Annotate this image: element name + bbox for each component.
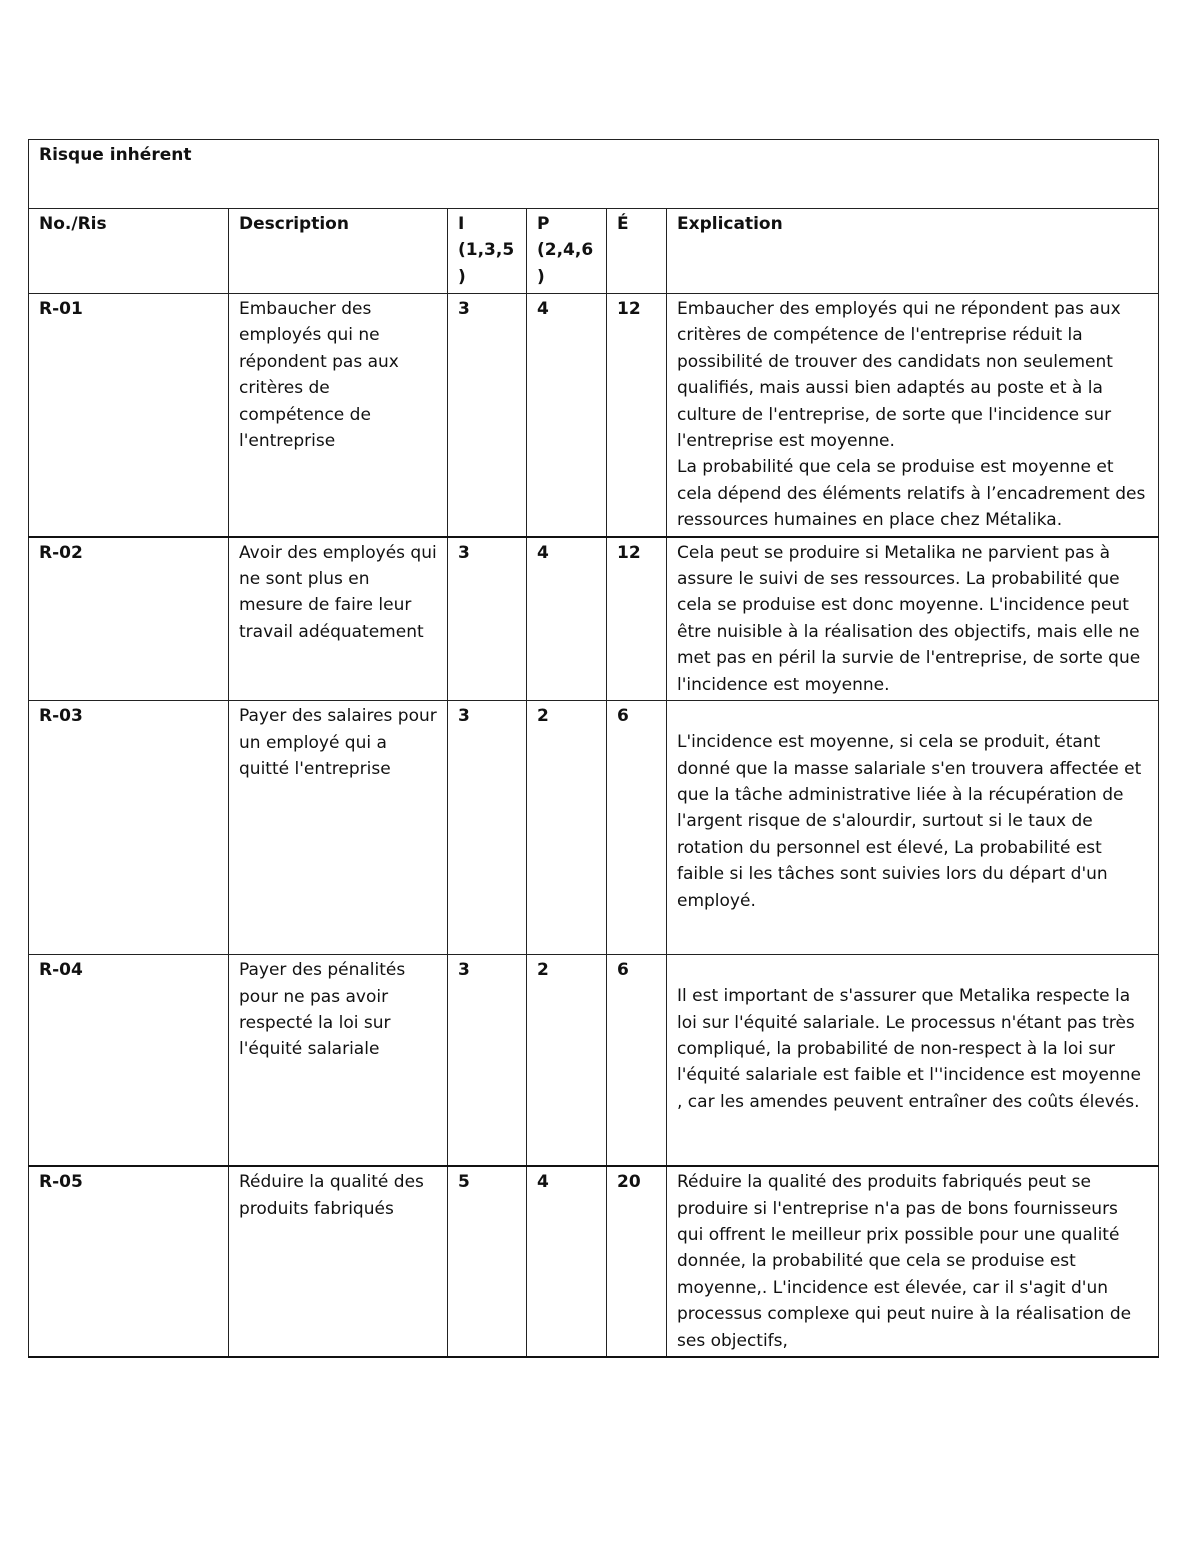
risk-impact: 3 — [448, 701, 527, 955]
header-probability — [527, 209, 607, 294]
risk-evaluation: 6 — [607, 701, 667, 955]
table-row — [29, 701, 1159, 955]
header-impact — [448, 209, 527, 294]
table-row — [29, 1166, 1159, 1357]
table-title-row — [29, 140, 1159, 209]
header-probability-label: P — [537, 214, 550, 234]
header-explication: Explication — [667, 209, 1159, 294]
risk-impact: 3 — [448, 537, 527, 701]
table-header-row — [29, 209, 1159, 294]
risk-probability: 2 — [527, 701, 607, 955]
explication-paragraph: L'incidence est moyenne, si cela se produit, étant donné que la masse salariale s'en trouvera affectée et que la tâche administrative liée à la récupération de l'argent risque de s'alourdir, surtout si le taux de rotation du personnel est élevé, La probabilité est faible si les tâches sont suivies lors du départ d'un employé. — [677, 732, 1142, 911]
table-row — [29, 955, 1159, 1167]
header-impact-label: I — [458, 214, 465, 234]
header-probability-scale: (2,4,6) — [537, 240, 594, 287]
header-impact-scale: (1,3,5) — [458, 240, 515, 287]
risk-evaluation: 12 — [607, 294, 667, 537]
risk-explication — [667, 1166, 1159, 1357]
table-row — [29, 294, 1159, 537]
risk-probability: 4 — [527, 537, 607, 701]
risk-impact: 3 — [448, 955, 527, 1167]
table-row — [29, 537, 1159, 701]
explication-paragraph: Cela peut se produire si Metalika ne parvient pas à assure le suivi de ses ressources. La probabilité que cela se produise est donc moyenne. L'incidence peut être nuisible à la réalisation des objectifs, mais elle ne met pas en péril la survie de l'entreprise, de sorte que l'incidence est moyenne. — [677, 542, 1141, 695]
risk-evaluation: 12 — [607, 537, 667, 701]
risk-probability: 4 — [527, 1166, 607, 1357]
risk-explication — [667, 955, 1159, 1167]
risk-explication — [667, 294, 1159, 537]
risk-description: Embaucher des employés qui ne répondent pas aux critères de compétence de l'entreprise — [229, 294, 448, 537]
risk-id: R-01 — [29, 294, 229, 537]
risk-table — [28, 139, 1159, 1358]
risk-description: Réduire la qualité des produits fabriqués — [229, 1166, 448, 1357]
risk-probability: 2 — [527, 955, 607, 1167]
risk-impact: 5 — [448, 1166, 527, 1357]
header-description: Description — [229, 209, 448, 294]
header-evaluation: É — [607, 209, 667, 294]
header-no: No./Ris — [29, 209, 229, 294]
risk-id: R-04 — [29, 955, 229, 1167]
risk-description: Payer des pénalités pour ne pas avoir respecté la loi sur l'équité salariale — [229, 955, 448, 1167]
risk-id: R-03 — [29, 701, 229, 955]
explication-paragraph: Il est important de s'assurer que Metalika respecte la loi sur l'équité salariale. Le processus n'étant pas très compliqué, la probabilité de non-respect à la loi sur l'équité salariale est faible et l''incidence est moyenne , car les amendes peuvent entraîner des coûts élevés. — [677, 986, 1141, 1112]
explication-paragraph: La probabilité que cela se produise est moyenne et cela dépend des éléments relatifs à l’encadrement des ressources humaines en place chez Métalika. — [677, 457, 1146, 531]
risk-description: Payer des salaires pour un employé qui a quitté l'entreprise — [229, 701, 448, 955]
risk-evaluation: 6 — [607, 955, 667, 1167]
explication-paragraph: Embaucher des employés qui ne répondent pas aux critères de compétence de l'entreprise réduit la possibilité de trouver des candidats non seulement qualifiés, mais aussi bien adaptés au poste et à la culture de l'entreprise, de sorte que l'incidence sur l'entreprise est moyenne. — [677, 299, 1121, 452]
risk-probability: 4 — [527, 294, 607, 537]
explication-paragraph: Réduire la qualité des produits fabriqués peut se produire si l'entreprise n'a pas de bons fournisseurs qui offrent le meilleur prix possible pour une qualité donnée, la probabilité que cela se produise est moyenne,. L'incidence est élevée, car il s'agit d'un processus complexe qui peut nuire à la réalisation de ses objectifs, — [677, 1172, 1132, 1351]
table-title: Risque inhérent — [29, 140, 1159, 209]
risk-explication — [667, 701, 1159, 955]
risk-id: R-05 — [29, 1166, 229, 1357]
risk-impact: 3 — [448, 294, 527, 537]
risk-explication — [667, 537, 1159, 701]
risk-id: R-02 — [29, 537, 229, 701]
risk-description: Avoir des employés qui ne sont plus en mesure de faire leur travail adéquatement — [229, 537, 448, 701]
risk-evaluation: 20 — [607, 1166, 667, 1357]
